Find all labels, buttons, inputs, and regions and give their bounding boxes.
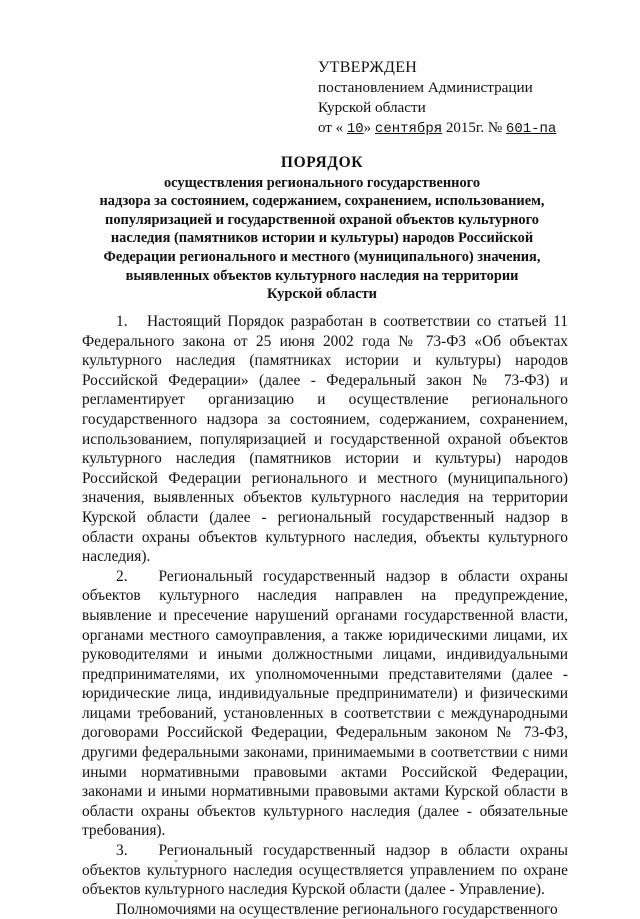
date-month: сентября	[374, 121, 443, 137]
approval-line-1: постановлением Администрации	[318, 79, 533, 96]
title-line: надзора за состоянием, содержанием, сохранением, использованием,	[99, 193, 545, 210]
title-line: наследия (памятников истории и культуры) народов Российской	[110, 230, 534, 247]
date-day-close: »	[363, 120, 372, 136]
document-body	[82, 312, 568, 919]
date-day: 10	[346, 121, 364, 137]
title-line: Федерации регионального и местного (муниципального) значения,	[103, 248, 541, 265]
date-prefix: от «	[318, 120, 344, 136]
approval-heading: УТВЕРЖДЕН	[318, 59, 418, 76]
title-line: осуществления регионального государственного	[163, 174, 481, 191]
approval-stamp	[318, 58, 618, 139]
approval-line-2: Курской области	[318, 99, 426, 116]
document-title	[78, 154, 566, 304]
scan-speck	[175, 860, 177, 862]
document-number: 601-па	[505, 121, 557, 137]
title-line: популяризацией и государственной охраной объектов культурного	[105, 211, 539, 228]
paragraph-4: Полномочиями на осуществление регионального государственного	[116, 900, 558, 918]
date-year: 2015г. №	[445, 120, 503, 136]
title-main: ПОРЯДОК	[280, 154, 364, 171]
title-line: Курской области	[267, 286, 377, 303]
title-line: выявленных объектов культурного наследия на территории	[125, 267, 519, 284]
paragraph-1: 1. Настоящий Порядок разработан в соответствии со статьей 11 Федерального закона от 25 июня 2002 года № 73-ФЗ «Об объектах культурного наследия (памятниках истории и культуры) народов Российской Федерации» (далее - Федеральный закон № 73-ФЗ) и регламентирует организацию и осуществление регионального государственного надзора за состоянием, содержанием, сохранением, использованием, популяризацией и государственной охраной объектов культурного наследия (памятников истории и культуры) народов Российской Федерации регионального и местного (муниципального) значения, выявленных объектов культурного наследия на территории Курской области (далее - региональный государственный надзор в области охраны объектов культурного наследия, объекты культурного наследия).	[82, 313, 568, 566]
paragraph-3: 3. Региональный государственный надзор в области охраны объектов культурного наследия осуществляется управлением по охране объектов культурного наследия Курской области (далее - Управление).	[82, 842, 568, 899]
paragraph-2: 2. Региональный государственный надзор в области охраны объектов культурного наследия направлен на предупреждение, выявление и пресечение нарушений органами государственной власти, органами местного самоуправления, а также юридическими лицами, их руководителями и иными должностными лицами, индивидуальными предпринимателями, их уполномоченными представителями (далее - юридические лица, индивидуальные предприниматели) и физическими лицами требований, установленных в соответствии с международными договорами Российской Федерации, Федеральным законом № 73-ФЗ, другими федеральными законами, принимаемыми в соответствии с ними иными нормативными правовыми актами Российской Федерации, законами и иными нормативными правовыми актами Курской области в области охраны объектов культурного наследия (далее - обязательные требования).	[82, 567, 568, 840]
approval-date-line	[318, 118, 618, 139]
